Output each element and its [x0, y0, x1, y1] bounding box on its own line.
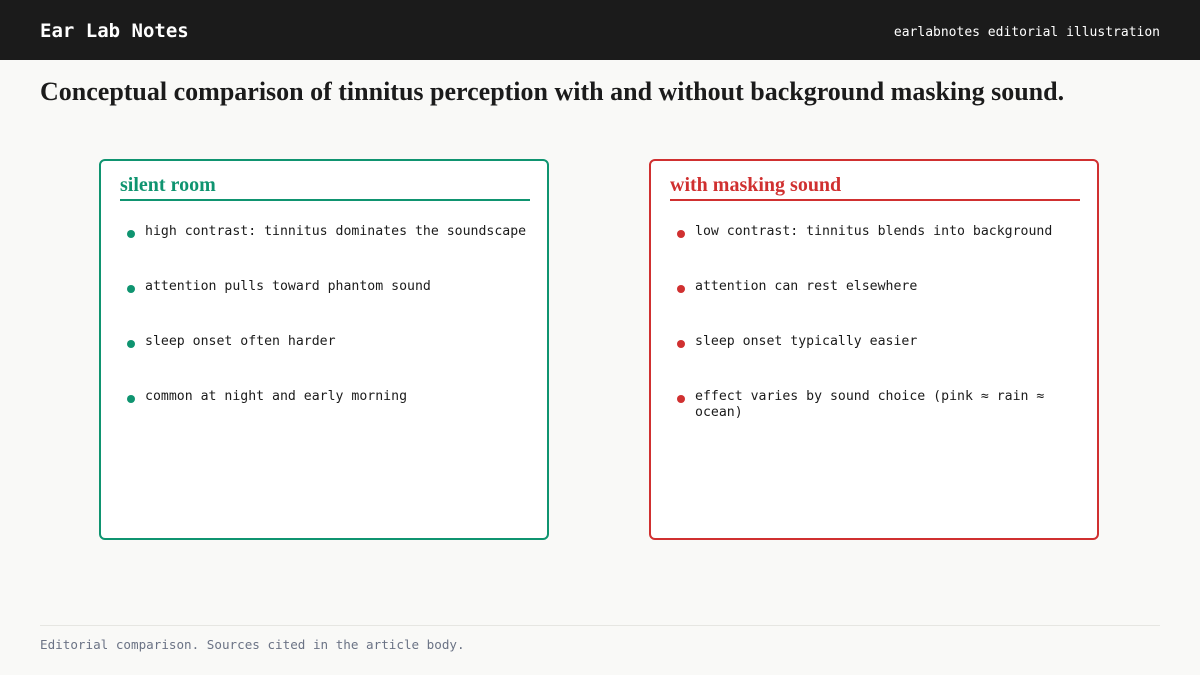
- bullet-dot-icon: [677, 340, 685, 348]
- list-item-text: sleep onset typically easier: [695, 334, 918, 349]
- bullet-dot-icon: [677, 285, 685, 293]
- list-item-text: attention pulls toward phantom sound: [145, 279, 431, 294]
- footer-divider: [40, 625, 1160, 626]
- site-tagline: earlabnotes editorial illustration: [893, 25, 1160, 40]
- list-item-text: high contrast: tinnitus dominates the soundscape: [145, 224, 527, 239]
- list-item-text: effect varies by sound choice (pink ≈ rain ≈ ocean): [695, 389, 1053, 420]
- bullet-dot-icon: [677, 230, 685, 238]
- list-item-text: common at night and early morning: [145, 389, 408, 404]
- panel-silent-room: [99, 159, 549, 540]
- list-item: [651, 389, 1097, 429]
- panel-title: silent room: [120, 174, 216, 196]
- list-item: [101, 279, 547, 319]
- bullet-dot-icon: [127, 340, 135, 348]
- bullet-dot-icon: [677, 395, 685, 403]
- bullet-dot-icon: [127, 395, 135, 403]
- list-item-text: sleep onset often harder: [145, 334, 336, 349]
- list-item: [651, 334, 1097, 374]
- list-item: [101, 389, 547, 429]
- bullet-dot-icon: [127, 285, 135, 293]
- panel-title-rule: [120, 199, 530, 201]
- list-item: [101, 224, 547, 264]
- list-item-text: low contrast: tinnitus blends into background: [695, 224, 1053, 239]
- page-title: Conceptual comparison of tinnitus perception with and without background masking sound.: [40, 77, 1065, 106]
- list-item: [101, 334, 547, 374]
- list-item: [651, 279, 1097, 319]
- footer-note: Editorial comparison. Sources cited in the article body.: [40, 637, 465, 652]
- panel-title-rule: [670, 199, 1080, 201]
- panel-title: with masking sound: [670, 174, 842, 196]
- site-brand[interactable]: Ear Lab Notes: [40, 20, 189, 42]
- list-item-text: attention can rest elsewhere: [695, 279, 918, 294]
- bullet-dot-icon: [127, 230, 135, 238]
- panel-with-masking-sound: [649, 159, 1099, 540]
- list-item: [651, 224, 1097, 264]
- top-bar: [0, 0, 1200, 60]
